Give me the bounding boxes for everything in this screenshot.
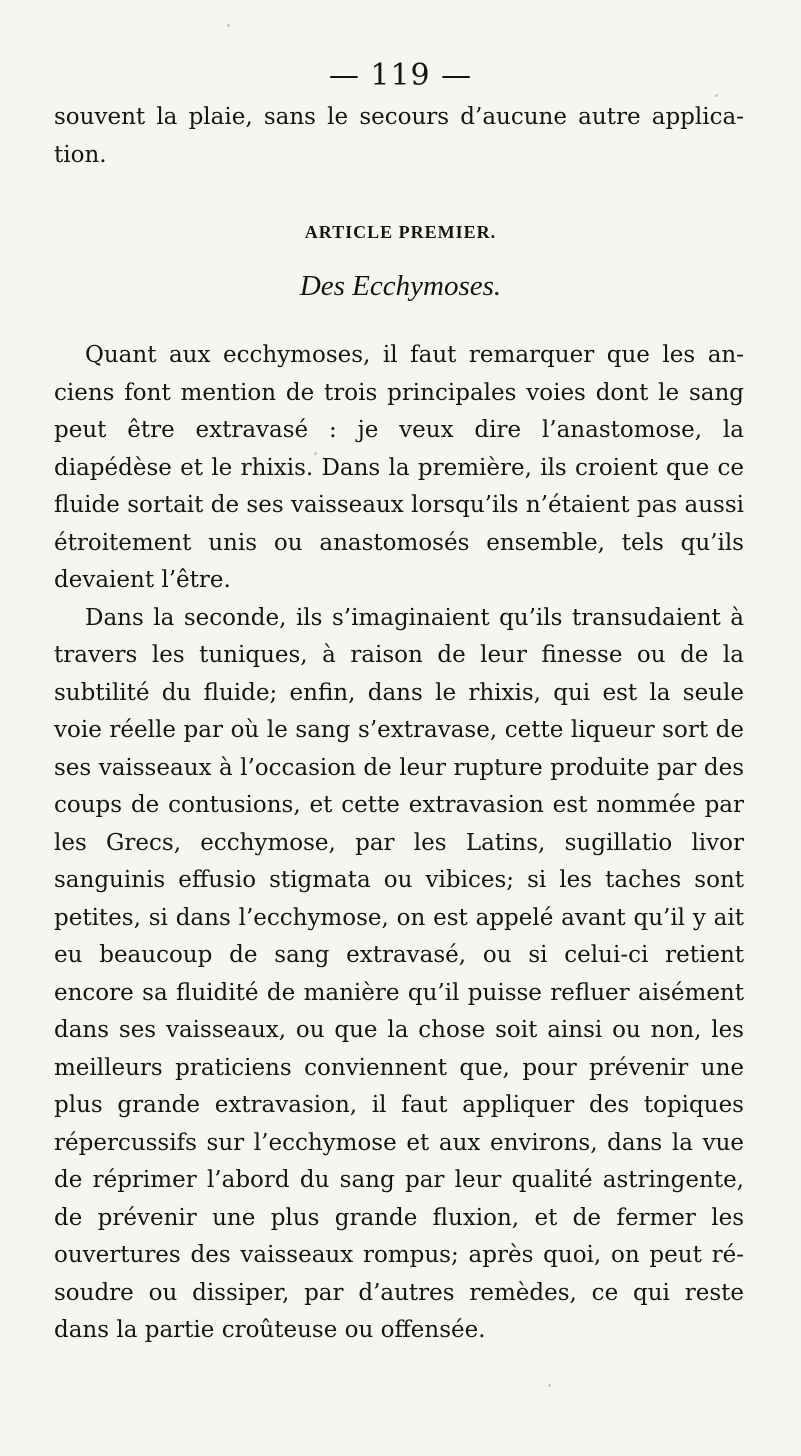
page-number: — 119 — xyxy=(328,58,473,93)
paragraph-1: Quant aux ecchymoses, il faut remarquer que les an- ciens font mention de trois principales voies dont le sang peut être extravasé : je veux dire l’anastomose, la diapédèse et le rhixis. Dans la première, ils croient que ce fluide sortait de ses vaisseaux lorsqu’ils n’étaient pas aussi étroitement unis ou anastomosés ensemble, tels qu’ils devaient l’être. xyxy=(54,342,744,593)
intro-paragraph: souvent la plaie, sans le secours d’aucune autre applica- tion. xyxy=(54,104,744,168)
body-text-block xyxy=(54,337,744,1350)
article-title: ARTICLE PREMIER. xyxy=(304,222,497,242)
paper-speck xyxy=(548,1384,551,1387)
intro-text-block xyxy=(54,99,744,174)
paper-speck xyxy=(227,24,230,27)
paragraph-2: Dans la seconde, ils s’imaginaient qu’ils transudaient à travers les tuniques, à raison de leur finesse ou de la subtilité du fluide; enfin, dans le rhixis, qui est la seule voie réelle par où le sang s’extravase, cette liqueur sort de ses vaisseaux à l’occasion de leur rupture produite par des coups de contusions, et cette extravasion est nommée par les Grecs, ecchymose, par les Latins, sugillatio livor sanguinis effusio stigmata ou vibices; si les taches sont petites, si dans l’ecchymose, on est appelé avant qu’il y ait eu beaucoup de sang extravasé, ou si celui-ci retient encore sa fluidité de manière qu’il puisse refluer aisément dans ses vaisseaux, ou que la chose soit ainsi ou non, les meilleurs praticiens conviennent que, pour prévenir une plus grande extravasion, il faut appliquer des topiques répercussifs sur l’ecchymose et aux environs, dans la vue de réprimer l’abord du sang par leur qualité astringente, de prévenir une plus grande fluxion, et de fermer les ouvertures des vaisseaux rompus; après quoi, on peut ré- soudre ou dissiper, par d’autres remèdes, ce qui reste dans la partie croûteuse ou offensée. xyxy=(54,604,744,1343)
paper-speck xyxy=(715,94,718,97)
paper-speck xyxy=(314,452,317,455)
section-title: Des Ecchymoses. xyxy=(299,270,502,302)
